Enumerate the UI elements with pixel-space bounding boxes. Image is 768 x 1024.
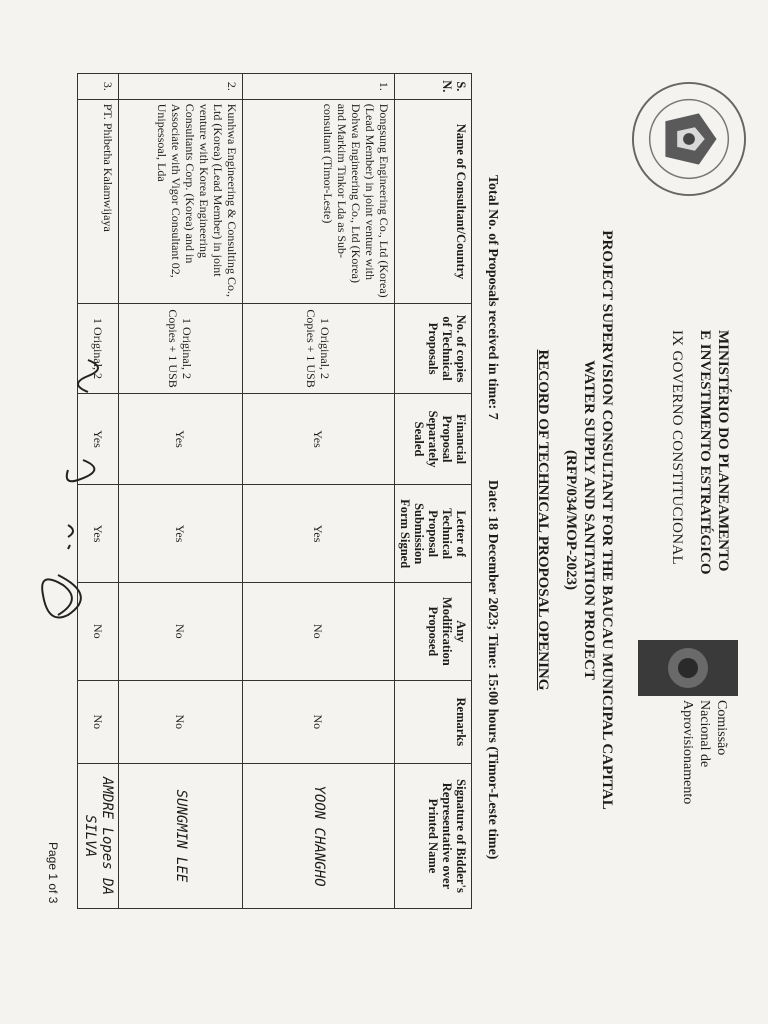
cell-copies: 1 Original, 2 bbox=[78, 304, 119, 393]
agency-logo-icon bbox=[638, 640, 738, 696]
agency-line3: Aprovisionamento bbox=[680, 700, 695, 805]
table-header-row bbox=[395, 74, 472, 909]
government-name: IX GOVERNO CONSTITUCIONAL bbox=[669, 330, 685, 565]
header-letter: Letter of Technical Proposal Submission Form Signed bbox=[395, 485, 472, 583]
table-row bbox=[243, 74, 395, 909]
cell-remarks: No bbox=[78, 680, 119, 763]
cell-modification: No bbox=[78, 582, 119, 680]
header-remarks: Remarks bbox=[395, 680, 472, 763]
header-copies: No. of copies of Technical Proposals bbox=[395, 304, 472, 393]
cell-copies: 1 Original, 2 Copies + 1 USB bbox=[119, 304, 243, 393]
cell-financial: Yes bbox=[119, 393, 243, 485]
opening-date: Date: 18 December 2023; Time: 15:00 hours (Timor-Leste time) bbox=[485, 480, 500, 860]
header-signature: Signature of Bidder's Representative over Printed Name bbox=[395, 763, 472, 908]
table-row bbox=[78, 74, 119, 909]
cell-letter: Yes bbox=[119, 485, 243, 583]
cell-copies: 1 Original, 2 Copies + 1 USB bbox=[243, 304, 395, 393]
ministry-name bbox=[696, 330, 732, 575]
total-proposals: Total No. of Proposals received in time: 7 bbox=[485, 175, 500, 420]
cell-financial: Yes bbox=[243, 393, 395, 485]
cell-letter: Yes bbox=[78, 485, 119, 583]
cell-signature: AMDRE Lopes DA SILVA bbox=[78, 763, 119, 908]
page-number: Page 1 of 3 bbox=[46, 842, 60, 904]
cell-remarks: No bbox=[243, 680, 395, 763]
agency-line2: Nacional de bbox=[697, 700, 712, 768]
cell-sn: 1. bbox=[243, 74, 395, 100]
cell-modification: No bbox=[119, 582, 243, 680]
cell-signature: SUNGMIN LEE bbox=[119, 763, 243, 908]
cell-signature: YOON CHANGHO bbox=[243, 763, 395, 908]
proposal-table bbox=[77, 73, 472, 909]
cell-name: PT. Phibetha Kalamwijaya bbox=[78, 99, 119, 304]
document-title-line1: PROJECT SUPERVISION CONSULTANT FOR THE BAUCAU MUNICIPAL CAPITAL bbox=[599, 230, 615, 810]
cell-sn: 3. bbox=[78, 74, 119, 100]
cell-name: Dongsung Engineering Co., Ltd (Korea) (Lead Member) in joint venture with Dohwa Engineering Co., Ltd (Korea) and Markim Tinkor Lda as Sub-consultant (Timor-Leste) bbox=[243, 99, 395, 304]
header-name: Name of Consultant/Country bbox=[395, 99, 472, 304]
cell-name: Kunhwa Engineering & Consulting Co., Ltd (Korea) (Lead Member) in joint venture with Korea Engineering Consultants Corp. (Korea) and in Associate with Vigor Consultant 02, Unipessoal, Lda bbox=[119, 99, 243, 304]
header-sn: S. N. bbox=[395, 74, 472, 100]
ministry-line1: MINISTÉRIO DO PLANEAMENTO bbox=[715, 330, 731, 572]
ministry-line2: E INVESTIMENTO ESTRATÉGICO bbox=[697, 330, 713, 575]
header-modification: Any Modification Proposed bbox=[395, 582, 472, 680]
cell-letter: Yes bbox=[243, 485, 395, 583]
table-row bbox=[119, 74, 243, 909]
agency-line1: Comissão bbox=[714, 700, 729, 756]
record-heading: RECORD OF TECHNICAL PROPOSAL OPENING bbox=[535, 349, 551, 691]
cell-remarks: No bbox=[119, 680, 243, 763]
cell-financial: Yes bbox=[78, 393, 119, 485]
header-financial: Financial Proposal Separately Sealed bbox=[395, 393, 472, 485]
document-title-line2: WATER SUPPLY AND SANITATION PROJECT bbox=[581, 360, 597, 680]
cell-sn: 2. bbox=[119, 74, 243, 100]
agency-name bbox=[679, 700, 730, 804]
rfp-reference: (RFP/034/MOP-2023) bbox=[563, 450, 579, 590]
cell-modification: No bbox=[243, 582, 395, 680]
republic-seal-icon bbox=[630, 80, 748, 198]
